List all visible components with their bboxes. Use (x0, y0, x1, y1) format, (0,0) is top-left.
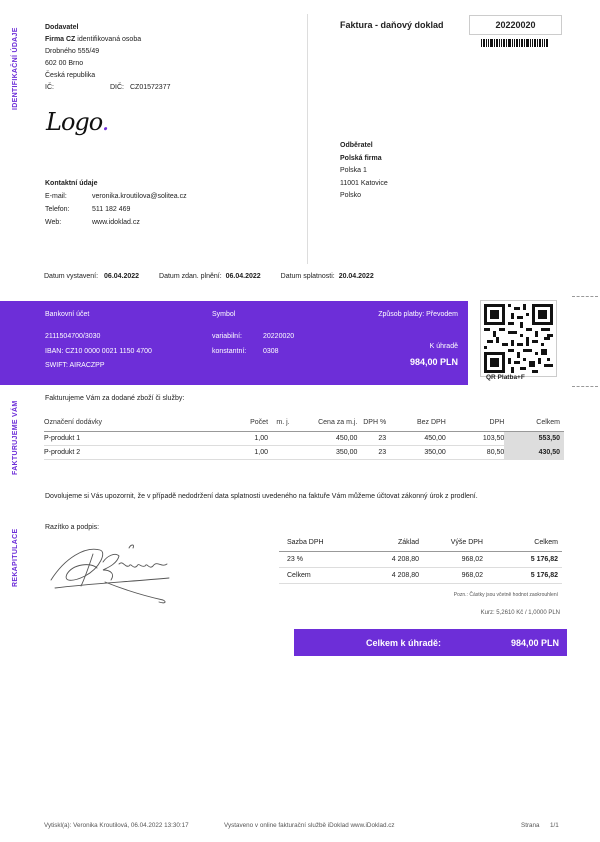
symbol-details (212, 330, 294, 359)
supplier-name: Firma CZ identifikovaná osoba (45, 36, 142, 43)
rounding-note: Pozn.: Částky jsou včetně hodnot zaokrouhlení (453, 592, 558, 598)
col-unit: m. j. (268, 415, 290, 432)
recap-vat: 968,02 (423, 552, 487, 568)
items-table (44, 415, 564, 460)
signature (45, 538, 175, 608)
col-total: Celkem (504, 415, 564, 432)
recap-header-row (279, 536, 562, 552)
customer-country: Polsko (340, 192, 362, 199)
item-vat-rate: 23 (357, 446, 386, 460)
payment-band (0, 301, 468, 385)
footer-page-number: 1/1 (550, 822, 559, 829)
customer-block (340, 140, 388, 203)
col-vat: DPH (446, 415, 505, 432)
exchange-rate: Kurz: 5,2610 Kč / 1,0000 PLN (480, 610, 560, 616)
recap-rate: 23 % (279, 552, 349, 568)
contact-block (45, 177, 187, 229)
to-pay-amount: 984,00 PLN (409, 357, 458, 367)
phone-value[interactable]: 511 182 469 (92, 206, 131, 213)
company-logo: Logo. (46, 108, 109, 136)
identification-side-label: IDENTIFIKAČNÍ ÚDAJE (12, 27, 19, 110)
stamp-label: Razítko a podpis: (45, 524, 100, 531)
item-net: 350,00 (386, 446, 446, 460)
recap-base: 4 208,80 (349, 568, 423, 584)
col-vat-rate: DPH % (357, 415, 386, 432)
qr-code (480, 300, 557, 377)
supplier-city: 602 00 Brno (45, 60, 84, 67)
barcode (481, 39, 549, 47)
col-net: Bez DPH (386, 415, 446, 432)
supplier-tax-ids (45, 82, 171, 94)
item-unit-price: 450,00 (290, 432, 358, 446)
footer-issued-by: Vytiskl(a): Veronika Kroutilová, 06.04.2022 13:30:17 (44, 822, 189, 829)
item-net: 450,00 (386, 432, 446, 446)
total-due-box (294, 629, 567, 656)
supplier-country: Česká republika (45, 72, 96, 79)
qr-pattern (484, 304, 553, 373)
recap-col-rate: Sazba DPH (279, 536, 349, 552)
bank-details (45, 330, 152, 374)
payment-method: Způsob platby: Převodem (378, 311, 458, 318)
constant-label: konstantní: (212, 347, 247, 355)
variable-label: variabilní: (212, 333, 242, 340)
item-vat-rate: 23 (357, 432, 386, 446)
recap-total: 5 176,82 (487, 568, 562, 584)
qr-label: QR Platba+F (486, 374, 525, 381)
vat-recap-table (279, 536, 562, 584)
bank-iban: IBAN: CZ10 0000 0021 1150 4700 (45, 347, 152, 355)
recap-col-total: Celkem (487, 536, 562, 552)
issue-date: 06.04.2022 (104, 273, 140, 280)
taxable-date: 06.04.2022 (225, 273, 261, 280)
invoicing-side-label: FAKTURUJEME VÁM (12, 400, 19, 475)
due-date-label: Datum splatnosti: (280, 273, 335, 280)
table-row (44, 432, 564, 446)
dic-label: DIČ: (110, 84, 124, 91)
web-label: Web: (45, 219, 62, 226)
header-divider (307, 14, 308, 264)
cut-line-bottom (572, 386, 598, 387)
customer-name: Polská firma (340, 154, 382, 162)
col-unit-price: Cena za m.j. (290, 415, 358, 432)
item-total: 553,50 (504, 432, 564, 446)
taxable-date-label: Datum zdan. plnění: (159, 273, 222, 280)
recap-base: 4 208,80 (349, 552, 423, 568)
recap-total: 5 176,82 (487, 552, 562, 568)
table-row (279, 552, 562, 568)
late-payment-notice: Dovolujeme si Vás upozornit, že v případě nedodržení data splatnosti uvedeného na faktuře Vám můžeme účtovat zákonný úrok z prodlení. (45, 493, 478, 500)
recap-side-label: REKAPITULACE (12, 528, 19, 587)
customer-heading: Odběratel (340, 142, 373, 149)
item-vat: 80,50 (446, 446, 505, 460)
item-name: P-produkt 2 (44, 446, 198, 460)
item-name: P-produkt 1 (44, 432, 198, 446)
table-row (279, 568, 562, 584)
footer-page-label: Strana (521, 822, 540, 829)
dic-value: CZ01572377 (130, 84, 171, 91)
total-due-label: Celkem k úhradě: (366, 638, 442, 648)
variable-symbol: 20220020 (263, 333, 295, 340)
issue-date-label: Datum vystavení: (44, 273, 99, 280)
customer-street: Polska 1 (340, 167, 367, 174)
phone-label: Telefon: (45, 206, 70, 213)
total-due-amount: 984,00 PLN (510, 638, 559, 648)
email-value[interactable]: veronika.kroutilova@solitea.cz (92, 193, 187, 200)
item-vat: 103,50 (446, 432, 505, 446)
recap-vat: 968,02 (423, 568, 487, 584)
items-intro: Fakturujeme Vám za dodané zboží či služby: (45, 395, 185, 402)
recap-col-base: Základ (349, 536, 423, 552)
email-label: E-mail: (45, 193, 67, 200)
due-date: 20.04.2022 (338, 273, 374, 280)
constant-symbol: 0308 (263, 347, 279, 355)
cut-line-top (572, 296, 598, 297)
col-quantity: Počet (198, 415, 268, 432)
footer-service: Vystaveno v online fakturační službě iDoklad www.iDoklad.cz (224, 822, 395, 829)
dates-row (44, 273, 374, 280)
recap-rate: Celkem (279, 568, 349, 584)
customer-city: 11001 Katovice (340, 179, 388, 187)
web-value[interactable]: www.idoklad.cz (92, 219, 140, 226)
supplier-heading: Dodavatel (45, 24, 79, 31)
invoice-number: 20220020 (469, 15, 562, 35)
to-pay-label: K úhradě (429, 343, 458, 350)
item-unit (268, 446, 290, 460)
invoice-title: Faktura - daňový doklad (340, 20, 444, 30)
item-unit (268, 432, 290, 446)
supplier-street: Drobného 555/49 (45, 48, 100, 55)
items-header-row (44, 415, 564, 432)
item-quantity: 1,00 (198, 432, 268, 446)
item-total: 430,50 (504, 446, 564, 460)
contact-heading: Kontaktní údaje (45, 180, 98, 187)
table-row (44, 446, 564, 460)
ic-label: IČ: (45, 84, 54, 91)
symbol-heading: Symbol (212, 311, 236, 318)
item-unit-price: 350,00 (290, 446, 358, 460)
recap-col-vat: Výše DPH (423, 536, 487, 552)
item-quantity: 1,00 (198, 446, 268, 460)
bank-account: 2111504700/3030 (45, 333, 101, 340)
supplier-block (45, 22, 171, 94)
col-designation: Označení dodávky (44, 415, 198, 432)
bank-heading: Bankovní účet (45, 311, 90, 318)
bank-swift: SWIFT: AIRACZPP (45, 362, 105, 369)
